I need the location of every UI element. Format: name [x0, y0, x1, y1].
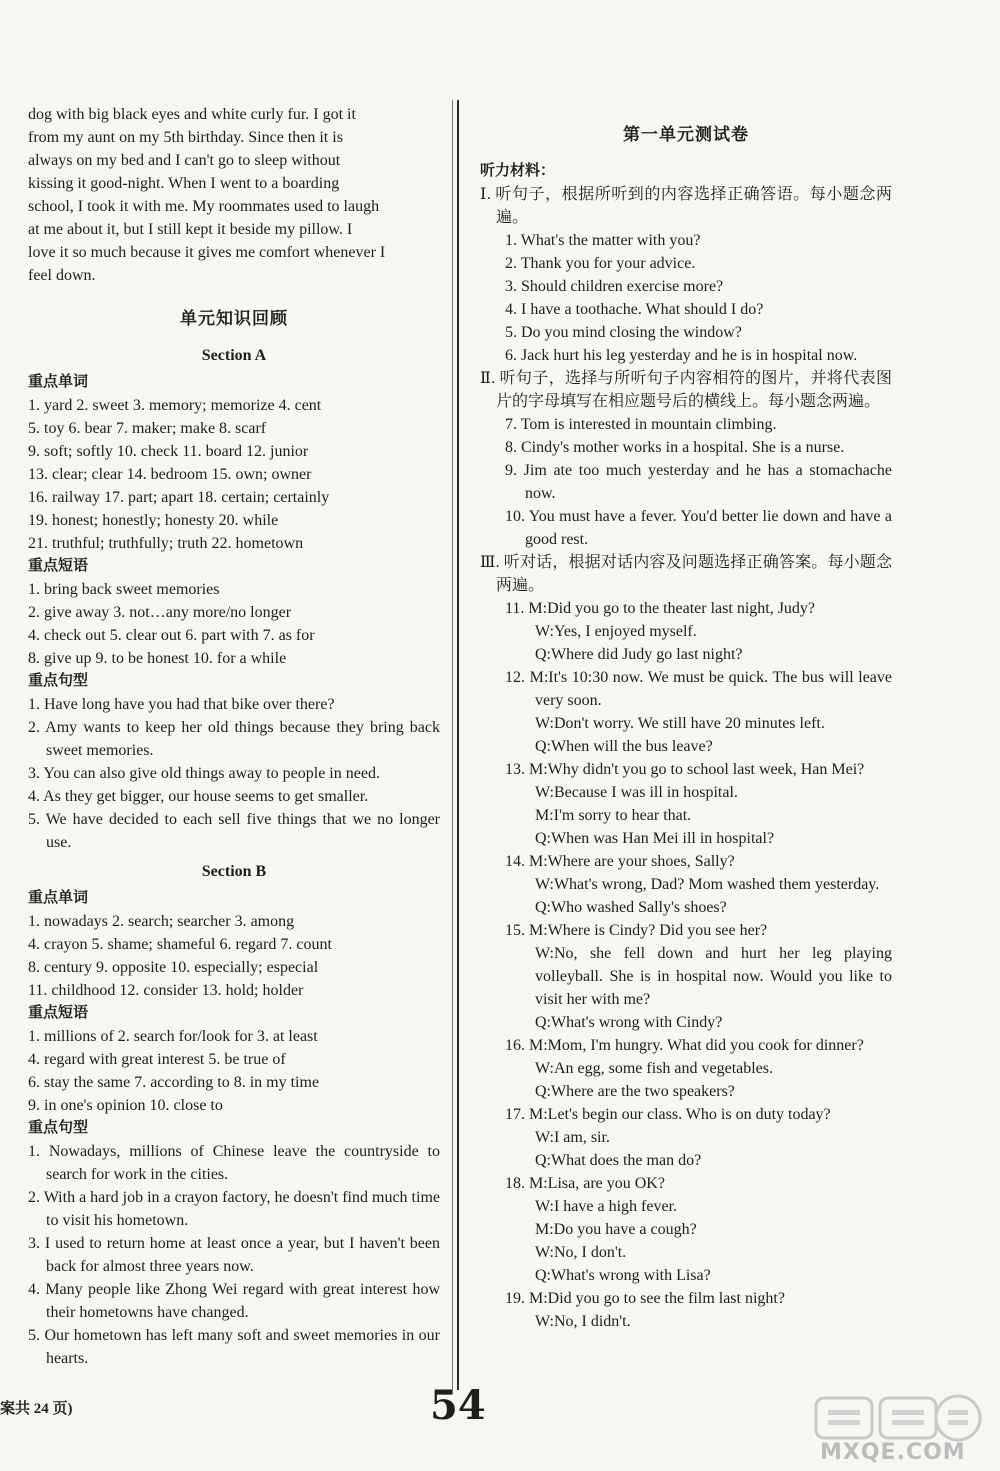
word-line: 19. honest; honestly; honesty 20. while [28, 512, 279, 529]
dialogue-line: W:Don't worry. We still have 20 minutes left. [535, 715, 825, 732]
intro-line: dog with big black eyes and white curly fur. I got it [28, 106, 356, 123]
sentence-item: 5. We have decided to each sell five things that we no longer use. [28, 811, 440, 851]
listening-item: 4. I have a toothache. What should I do? [505, 301, 764, 318]
dialogue-line: Q:Who washed Sally's shoes? [535, 899, 727, 916]
section-b-title: Section B [201, 863, 267, 880]
listening-item: 1. What's the matter with you? [505, 232, 701, 249]
dialogue-line: Q:What's wrong with Lisa? [535, 1267, 711, 1284]
dialogue-line: M:I'm sorry to hear that. [535, 807, 692, 824]
dialogue-line: 14. M:Where are your shoes, Sally? [505, 853, 735, 870]
test-title: 第一单元测试卷 [623, 125, 749, 144]
part1-instruction: Ⅰ. 听句子，根据所听到的内容选择正确答语。每小题念两遍。 [480, 186, 892, 226]
part3-instruction: Ⅲ. 听对话，根据对话内容及问题选择正确答案。每小题念两遍。 [480, 554, 892, 594]
listening-item: 2. Thank you for your advice. [505, 255, 696, 272]
sentence-item: 3. You can also give old things away to people in need. [28, 765, 380, 782]
part1-items [480, 229, 892, 367]
intro-line: at me about it, but I still kept it beside my pillow. I [28, 221, 353, 238]
review-title: 单元知识回顾 [180, 309, 288, 328]
sentence-item: 4. As they get bigger, our house seems to get smaller. [28, 788, 369, 805]
dialogue-line: W:I am, sir. [535, 1129, 610, 1146]
dialogue-line: 15. M:Where is Cindy? Did you see her? [505, 922, 768, 939]
section-b-phrases [28, 1025, 440, 1117]
phrase-line: 1. bring back sweet memories [28, 581, 220, 598]
right-column [480, 103, 892, 1333]
phrase-line: 4. regard with great interest 5. be true of [28, 1051, 286, 1068]
listening-item: 8. Cindy's mother works in a hospital. She is a nurse. [505, 439, 845, 456]
section-b-words [28, 910, 440, 1002]
word-line: 1. yard 2. sweet 3. memory; memorize 4. cent [28, 397, 322, 414]
phrase-line: 8. give up 9. to be honest 10. for a while [28, 650, 287, 667]
dialogue-line: W:Yes, I enjoyed myself. [535, 623, 697, 640]
phrase-line: 9. in one's opinion 10. close to [28, 1097, 223, 1114]
sentence-item: 4. Many people like Zhong Wei regard with great interest how their hometowns have changed. [28, 1281, 440, 1321]
section-a-phrases-label: 重点短语 [28, 558, 89, 574]
dialogue-line: W:Because I was ill in hospital. [535, 784, 738, 801]
word-line: 5. toy 6. bear 7. maker; make 8. scarf [28, 420, 267, 437]
dialogue-line: Q:What does the man do? [535, 1152, 702, 1169]
intro-paragraph [28, 103, 440, 287]
listening-item: 3. Should children exercise more? [505, 278, 724, 295]
sentence-item: 1. Have long have you had that bike over there? [28, 696, 335, 713]
column-divider-thin [452, 100, 453, 1390]
part2-instruction: Ⅱ. 听句子，选择与所听句子内容相符的图片，并将代表图片的字母填写在相应题号后的横线上。每小题念两遍。 [480, 370, 892, 410]
listening-item: 5. Do you mind closing the window? [505, 324, 742, 341]
dialogue-line: W:What's wrong, Dad? Mom washed them yesterday. [535, 876, 880, 893]
column-divider [457, 100, 459, 1390]
phrase-line: 4. check out 5. clear out 6. part with 7. as for [28, 627, 315, 644]
sentence-item: 2. Amy wants to keep her old things because they bring back sweet memories. [28, 719, 440, 759]
listening-item: 6. Jack hurt his leg yesterday and he is in hospital now. [505, 347, 858, 364]
intro-line: always on my bed and I can't go to sleep without [28, 152, 341, 169]
word-line: 21. truthful; truthfully; truth 22. hometown [28, 535, 304, 552]
sentence-item: 2. With a hard job in a crayon factory, he doesn't find much time to visit his hometown. [28, 1189, 440, 1229]
section-b-sentences-label: 重点句型 [28, 1120, 89, 1136]
dialogue-line: W:I have a high fever. [535, 1198, 678, 1215]
watermark-text: MXQE.COM [820, 1440, 966, 1465]
listening-item: 7. Tom is interested in mountain climbing. [505, 416, 777, 433]
dialogue-line: 16. M:Mom, I'm hungry. What did you cook for dinner? [505, 1037, 864, 1054]
listening-item: 9. Jim ate too much yesterday and he has a stomachache now. [505, 462, 892, 502]
word-line: 1. nowadays 2. search; searcher 3. among [28, 913, 295, 930]
dialogue-line: W:An egg, some fish and vegetables. [535, 1060, 774, 1077]
footer-answer-note: 案共 24 页) [0, 1401, 73, 1417]
part3-dialogues [480, 597, 892, 1333]
word-line: 11. childhood 12. consider 13. hold; holder [28, 982, 304, 999]
phrase-line: 2. give away 3. not…any more/no longer [28, 604, 292, 621]
word-line: 13. clear; clear 14. bedroom 15. own; owner [28, 466, 312, 483]
word-line: 16. railway 17. part; apart 18. certain; certainly [28, 489, 330, 506]
left-column [28, 103, 440, 1370]
section-a-phrases [28, 578, 440, 670]
section-a-sentences [28, 693, 440, 854]
section-a-words [28, 394, 440, 555]
section-b-words-label: 重点单词 [28, 890, 89, 906]
dialogue-line: 17. M:Let's begin our class. Who is on duty today? [505, 1106, 831, 1123]
word-line: 9. soft; softly 10. check 11. board 12. junior [28, 443, 309, 460]
part2-items [480, 413, 892, 551]
section-a-sentences-label: 重点句型 [28, 673, 89, 689]
intro-line: love it so much because it gives me comfort whenever I [28, 244, 386, 261]
dialogue-line: Q:What's wrong with Cindy? [535, 1014, 723, 1031]
word-line: 8. century 9. opposite 10. especially; especial [28, 959, 319, 976]
phrase-line: 1. millions of 2. search for/look for 3. at least [28, 1028, 318, 1045]
dialogue-line: 12. M:It's 10:30 now. We must be quick. The bus will leave very soon. [505, 669, 892, 709]
sentence-item: 1. Nowadays, millions of Chinese leave the countryside to search for work in the cities. [28, 1143, 440, 1183]
dialogue-line: W:No, I don't. [535, 1244, 627, 1261]
listening-label: 听力材料： [480, 163, 556, 179]
section-b-phrases-label: 重点短语 [28, 1005, 89, 1021]
dialogue-line: M:Do you have a cough? [535, 1221, 697, 1238]
dialogue-line: W:No, she fell down and hurt her leg playing volleyball. She is in hospital now. Would you like to visit her with me? [535, 945, 892, 1008]
intro-line: kissing it good-night. When I went to a boarding [28, 175, 340, 192]
dialogue-line: W:No, I didn't. [535, 1313, 631, 1330]
sentence-item: 5. Our hometown has left many soft and sweet memories in our hearts. [28, 1327, 440, 1367]
section-a-title: Section A [201, 347, 267, 364]
dialogue-line: 18. M:Lisa, are you OK? [505, 1175, 665, 1192]
dialogue-line: 19. M:Did you go to see the film last night? [505, 1290, 785, 1307]
dialogue-line: Q:When will the bus leave? [535, 738, 713, 755]
intro-line: school, I took it with me. My roommates used to laugh [28, 198, 380, 215]
section-b-sentences [28, 1140, 440, 1370]
dialogue-line: 11. M:Did you go to the theater last night, Judy? [505, 600, 816, 617]
intro-line: from my aunt on my 5th birthday. Since then it is [28, 129, 343, 146]
dialogue-line: Q:Where did Judy go last night? [535, 646, 743, 663]
dialogue-line: 13. M:Why didn't you go to school last week, Han Mei? [505, 761, 865, 778]
listening-item: 10. You must have a fever. You'd better lie down and have a good rest. [505, 508, 892, 548]
section-a-words-label: 重点单词 [28, 374, 89, 390]
page-number: 54 [430, 1382, 486, 1429]
sentence-item: 3. I used to return home at least once a year, but I haven't been back for almost three years now. [28, 1235, 440, 1275]
phrase-line: 6. stay the same 7. according to 8. in my time [28, 1074, 320, 1091]
dialogue-line: Q:When was Han Mei ill in hospital? [535, 830, 775, 847]
dialogue-line: Q:Where are the two speakers? [535, 1083, 735, 1100]
intro-line: feel down. [28, 267, 96, 284]
word-line: 4. crayon 5. shame; shameful 6. regard 7. count [28, 936, 332, 953]
